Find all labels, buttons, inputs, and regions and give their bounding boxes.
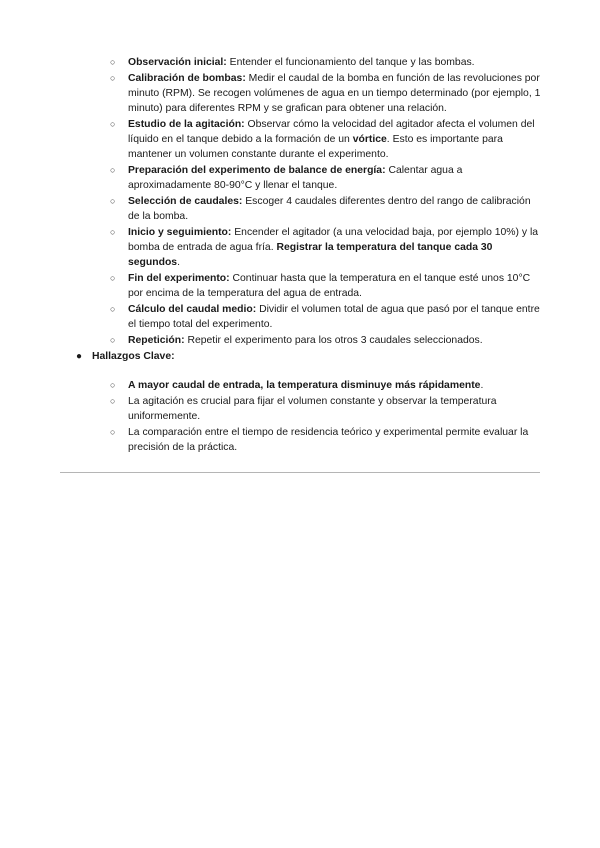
procedure-steps-list [108, 55, 544, 349]
list-item [108, 194, 544, 224]
hollow-circle-bullet-icon: ○ [110, 380, 116, 390]
list-item [108, 225, 544, 270]
list-item [108, 333, 544, 348]
hollow-circle-bullet-icon: ○ [110, 304, 116, 314]
step-emphasis: vórtice [352, 134, 387, 145]
step-text: Calentar agua a aproximadamente 80-90°C y llenar el tanque. [128, 165, 463, 191]
step-label: Calibración de bombas: [128, 73, 246, 84]
list-item [108, 117, 544, 162]
step-text: Repetir el experimento para los otros 3 caudales seleccionados. [184, 335, 483, 346]
list-item [108, 302, 544, 332]
finding-text: La comparación entre el tiempo de residencia teórico y experimental permite evaluar la precisión de la práctica. [128, 427, 529, 453]
step-emphasis: Registrar la temperatura del tanque cada 30 segundos [128, 242, 493, 268]
step-text: Observar cómo la velocidad del agitador afecta el volumen del líquido en el tanque debido a la formación de un [128, 119, 535, 145]
step-text: Escoger 4 caudales diferentes dentro del rango de calibración de la bomba. [128, 196, 531, 222]
step-label: Observación inicial: [128, 57, 227, 68]
list-item [108, 71, 544, 116]
hollow-circle-bullet-icon: ○ [110, 427, 116, 437]
step-text-continued: . [177, 257, 180, 268]
finding-emphasis: A mayor caudal de entrada, la temperatura disminuye más rápidamente [128, 380, 481, 391]
list-item [108, 55, 544, 70]
list-item [108, 394, 544, 424]
hollow-circle-bullet-icon: ○ [110, 335, 116, 345]
hollow-circle-bullet-icon: ○ [110, 196, 116, 206]
step-text: Encender el agitador (a una velocidad baja, por ejemplo 10%) y la bomba de entrada de agua fría. [128, 227, 539, 253]
step-text: Dividir el volumen total de agua que pasó por el tanque entre el tiempo total del experimento. [128, 304, 540, 330]
hollow-circle-bullet-icon: ○ [110, 57, 116, 67]
step-label: Cálculo del caudal medio: [128, 304, 257, 315]
finding-text: La agitación es crucial para fijar el volumen constante y observar la temperatura uniformemente. [128, 396, 497, 422]
findings-list [108, 378, 544, 456]
findings-heading-item [76, 349, 536, 364]
hollow-circle-bullet-icon: ○ [110, 273, 116, 283]
hollow-circle-bullet-icon: ○ [110, 165, 116, 175]
findings-heading: Hallazgos Clave: [92, 351, 175, 362]
hollow-circle-bullet-icon: ○ [110, 73, 116, 83]
step-text: Medir el caudal de la bomba en función de las revoluciones por minuto (RPM). Se recogen volúmenes de agua en un tiempo determinado (por ejemplo, 1 minuto) para diferentes RPM y se grafican para obtener una relación. [128, 73, 541, 114]
step-label: Fin del experimento: [128, 273, 230, 284]
step-text-continued: . Esto es importante para mantener un volumen constante durante el experimento. [128, 134, 503, 160]
finding-text: . [480, 380, 484, 391]
list-item [108, 378, 544, 393]
step-label: Estudio de la agitación: [128, 119, 245, 130]
step-label: Selección de caudales: [128, 196, 243, 207]
step-label: Inicio y seguimiento: [128, 227, 232, 238]
step-text: Entender el funcionamiento del tanque y las bombas. [226, 57, 475, 68]
list-item [108, 425, 544, 455]
step-label: Repetición: [128, 335, 185, 346]
list-item [108, 163, 544, 193]
hollow-circle-bullet-icon: ○ [110, 396, 116, 406]
hollow-circle-bullet-icon: ○ [110, 227, 116, 237]
step-text: Continuar hasta que la temperatura en el tanque esté unos 10°C por encima de la temperatura del agua de entrada. [128, 273, 531, 299]
horizontal-divider [60, 472, 540, 473]
list-item [108, 271, 544, 301]
hollow-circle-bullet-icon: ○ [110, 119, 116, 129]
step-label: Preparación del experimento de balance de energía: [128, 165, 386, 176]
filled-circle-bullet-icon: ● [76, 351, 83, 362]
